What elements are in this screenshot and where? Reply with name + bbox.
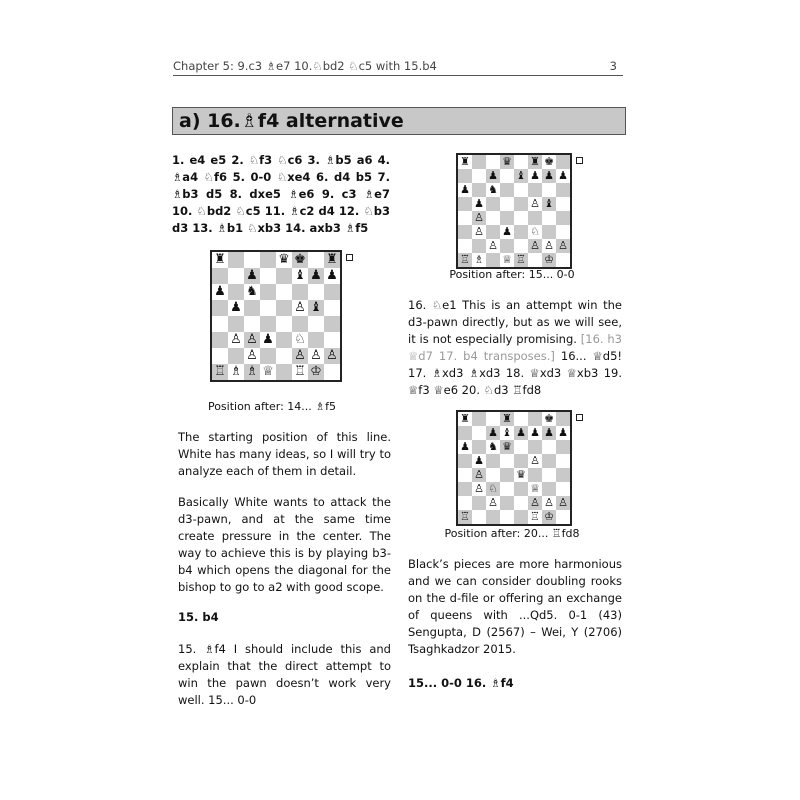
square-a7: [212, 268, 228, 284]
square-e3: [514, 225, 528, 239]
square-f3: ♕: [530, 482, 540, 495]
ne1-text: 16. ♘e1 This is an attempt win the d3-pawn directly, but as we will see, it is not especially promising.: [408, 298, 622, 346]
square-d6: ♛: [500, 440, 514, 454]
square-f7: ♝: [294, 268, 306, 283]
square-b7: [228, 268, 244, 284]
square-g3: [308, 332, 324, 348]
square-f4: [528, 211, 542, 225]
square-a4: [458, 468, 472, 482]
square-a3: [458, 482, 472, 496]
square-c3: ♙: [244, 332, 260, 348]
square-e2: [276, 348, 292, 364]
square-d1: [500, 510, 514, 524]
square-c5: [486, 197, 500, 211]
square-b8: [472, 412, 486, 426]
square-b2: [228, 348, 244, 364]
square-e3: [514, 482, 528, 496]
square-b1: [472, 510, 486, 524]
square-f2: ♙: [292, 348, 308, 364]
square-f3: ♘: [530, 225, 540, 238]
square-g1: ♔: [542, 253, 556, 267]
square-f4: [528, 468, 542, 482]
square-e6: [514, 440, 528, 454]
square-d6: [260, 284, 276, 300]
square-f1: ♖: [294, 364, 306, 379]
square-c7: ♟: [244, 268, 260, 284]
square-c5: [244, 300, 260, 316]
square-e5: [276, 300, 292, 316]
section-title: a) 16.♗f4 alternative: [172, 107, 626, 135]
square-h3: [556, 225, 570, 239]
square-f8: ♜: [528, 155, 542, 169]
square-b6: [472, 183, 486, 197]
square-a6: ♟: [460, 440, 470, 453]
square-b4: ♙: [472, 468, 486, 482]
square-a6: ♟: [460, 183, 470, 196]
square-b3: ♙: [474, 482, 484, 495]
square-c3: [486, 225, 500, 239]
square-a3: [212, 332, 228, 348]
square-b5: ♟: [474, 454, 484, 467]
square-a1: ♖: [458, 253, 472, 267]
square-h7: ♟: [558, 426, 568, 439]
square-c6: ♞: [488, 440, 498, 453]
square-h2: ♙: [556, 239, 570, 253]
square-b3: ♙: [474, 225, 484, 238]
square-c2: ♙: [488, 239, 498, 252]
square-d2: [260, 348, 276, 364]
square-h4: [324, 316, 340, 332]
square-b2: [472, 239, 486, 253]
square-c6: ♞: [246, 284, 258, 299]
square-a1: ♖: [212, 364, 228, 380]
square-c4: [244, 316, 260, 332]
square-e6: [276, 284, 292, 300]
square-d1: ♕: [502, 253, 512, 266]
square-g5: ♝: [308, 300, 324, 316]
square-h5: [556, 454, 570, 468]
paragraph-plan: Basically White wants to attack the d3-pawn, and at the same time create pressure in the center. The way to achieve this is by playing b3-b4 which opens the diagonal for the bishop to go to a2 with good scope.: [178, 495, 391, 594]
square-d7: [500, 169, 514, 183]
side-to-move-marker: [576, 414, 583, 421]
page-number: 3: [609, 59, 617, 73]
square-d2: [500, 239, 514, 253]
square-b5: ♟: [474, 197, 484, 210]
square-f3: ♘: [294, 332, 306, 347]
square-g8: ♚: [544, 412, 554, 425]
h3-variation: [16. h3 ♕d7 17. b4 transposes.]: [408, 332, 623, 363]
square-a3: [458, 225, 472, 239]
square-a8: ♜: [214, 252, 226, 267]
square-g6: [542, 440, 556, 454]
square-a8: ♜: [460, 412, 470, 425]
square-c4: [486, 211, 500, 225]
paragraph-intro: The starting position of this line. White has many ideas, so I will try to analyze each of them in detail.: [178, 430, 391, 478]
square-h5: [556, 197, 570, 211]
square-g7: ♟: [308, 268, 324, 284]
paragraph-16-ne1: [408, 297, 622, 399]
square-a2: [458, 496, 472, 510]
square-d3: ♟: [502, 225, 512, 238]
square-b2: [472, 496, 486, 510]
diagram-caption: Position after: 14... ♗f5: [207, 400, 337, 413]
square-b8: [472, 155, 486, 169]
square-c8: [486, 155, 500, 169]
chess-diagram-20-rfd8: [456, 410, 572, 526]
square-e7: ♟: [514, 426, 528, 440]
square-f1: ♖: [530, 510, 540, 523]
square-c8: [486, 412, 500, 426]
square-d3: ♟: [262, 332, 274, 347]
square-g2: ♙: [310, 348, 322, 363]
chess-diagram-14-f5: [210, 250, 342, 382]
square-d5: [500, 197, 514, 211]
square-f2: ♙: [528, 496, 542, 510]
square-c1: [486, 253, 500, 267]
square-d8: [260, 252, 276, 268]
square-e6: [514, 183, 528, 197]
square-b8: [228, 252, 244, 268]
square-b6: [472, 440, 486, 454]
square-d4: [500, 211, 514, 225]
square-a8: ♜: [460, 155, 470, 168]
square-d7: ♝: [502, 426, 512, 439]
square-h8: [556, 412, 570, 426]
square-b1: ♗: [230, 364, 242, 379]
square-b7: [472, 169, 486, 183]
square-h6: [324, 284, 340, 300]
square-c5: [486, 454, 500, 468]
square-f6: [528, 440, 542, 454]
square-f8: ♚: [292, 252, 308, 268]
side-to-move-marker: [346, 254, 353, 261]
square-b5: ♟: [230, 300, 242, 315]
square-e1: [514, 510, 528, 524]
square-c4: [486, 468, 500, 482]
square-h7: ♟: [558, 169, 568, 182]
square-d4: [500, 468, 514, 482]
header-rule: [173, 75, 623, 76]
square-g3: [542, 225, 556, 239]
square-d6: [500, 183, 514, 197]
square-d3: [500, 482, 514, 496]
square-f5: ♙: [530, 454, 540, 467]
square-h1: [556, 510, 570, 524]
square-f6: [528, 183, 542, 197]
square-c2: ♙: [246, 348, 258, 363]
square-b1: ♗: [474, 253, 484, 266]
square-b4: [228, 316, 244, 332]
square-a2: [212, 348, 228, 364]
square-d5: [260, 300, 276, 316]
square-c1: ♗: [244, 364, 260, 380]
square-g2: ♙: [544, 496, 554, 509]
square-b6: [228, 284, 244, 300]
square-g5: ♝: [542, 197, 556, 211]
square-h2: ♙: [324, 348, 340, 364]
square-e7: ♝: [514, 169, 528, 183]
square-g6: [308, 284, 324, 300]
square-g4: [308, 316, 324, 332]
paragraph-assessment: Black’s pieces are more harmonious and we can consider doubling rooks on the d-file or offering an exchange of queens with ...Qd5. 0-1 (43) Sengupta, D (2567) – Wei, Y (2706) Tsaghkadzor 2015.: [408, 557, 622, 656]
square-g1: ♔: [308, 364, 324, 380]
square-h2: ♙: [556, 496, 570, 510]
square-a7: [458, 169, 472, 183]
square-c6: ♞: [488, 183, 498, 196]
square-g2: ♙: [544, 239, 554, 252]
square-g6: [542, 183, 556, 197]
square-h1: [556, 253, 570, 267]
square-f6: [292, 284, 308, 300]
square-a4: [212, 316, 228, 332]
square-f1: [528, 253, 542, 267]
square-h5: [324, 300, 340, 316]
square-e2: [514, 239, 528, 253]
square-a2: [458, 239, 472, 253]
square-a1: ♖: [458, 510, 472, 524]
square-d1: ♕: [262, 364, 274, 379]
diagram-caption: Position after: 15... 0-0: [449, 268, 575, 281]
square-e1: ♖: [514, 253, 528, 267]
chess-diagram-15-0-0: [456, 153, 572, 269]
side-to-move-marker: [576, 157, 583, 164]
square-g7: ♟: [542, 426, 556, 440]
paragraph-15-bf4: 15. ♗f4 I should include this and explain that the direct attempt to win the pawn doesn’t work very well. 15... 0-0: [178, 642, 391, 707]
square-e5: [514, 197, 528, 211]
move-heading-15-b4: 15. b4: [178, 610, 219, 624]
square-c7: ♟: [486, 426, 500, 440]
square-a5: [458, 454, 472, 468]
square-g5: [542, 454, 556, 468]
square-e8: ♛: [278, 252, 290, 267]
square-f2: ♙: [528, 239, 542, 253]
square-d8: ♜: [500, 412, 514, 426]
square-f5: ♙: [530, 197, 540, 210]
square-h3: [324, 332, 340, 348]
square-h6: [556, 183, 570, 197]
square-d4: [260, 316, 276, 332]
square-d2: [500, 496, 514, 510]
square-g7: ♟: [542, 169, 556, 183]
square-g3: [542, 482, 556, 496]
square-h3: [556, 482, 570, 496]
square-c2: ♙: [488, 496, 498, 509]
square-g4: [542, 211, 556, 225]
square-e5: [514, 454, 528, 468]
square-e4: [276, 316, 292, 332]
square-f8: [528, 412, 542, 426]
square-g4: [542, 468, 556, 482]
square-e2: [514, 496, 528, 510]
square-g1: ♔: [542, 510, 556, 524]
square-a7: [458, 426, 472, 440]
square-h6: [556, 440, 570, 454]
square-f7: ♟: [530, 426, 540, 439]
square-h8: [556, 155, 570, 169]
square-e8: [514, 155, 528, 169]
main-line-moves: 1. e4 e5 2. ♘f3 ♘c6 3. ♗b5 a6 4. ♗a4 ♘f6 5. 0-0 ♘xe4 6. d4 b5 7. ♗b3 d5 8. dxe5 ♗e6 9. c3 ♗e7 10. ♘bd2 ♘c5 11. ♗c2 d4 12. ♘b3 d3 13. ♗b1 ♘xb3 14. axb3 ♗f5: [172, 153, 390, 235]
square-h7: ♟: [326, 268, 338, 283]
square-g8: ♚: [544, 155, 554, 168]
square-e4: ♛: [516, 468, 526, 481]
move-heading-16-bf4: 15... 0-0 16. ♗f4: [408, 676, 514, 690]
square-e3: [276, 332, 292, 348]
square-g8: [308, 252, 324, 268]
square-h4: [556, 211, 570, 225]
square-a5: [458, 197, 472, 211]
square-a6: ♟: [214, 284, 226, 299]
square-f7: ♟: [530, 169, 540, 182]
square-h1: [324, 364, 340, 380]
square-e7: [276, 268, 292, 284]
square-c3: ♘: [486, 482, 500, 496]
square-b4: ♙: [472, 211, 486, 225]
square-e4: [514, 211, 528, 225]
square-f4: [292, 316, 308, 332]
square-f5: ♙: [294, 300, 306, 315]
chapter-title: Chapter 5: 9.c3 ♗e7 10.♘bd2 ♘c5 with 15.b4: [173, 59, 437, 73]
square-c7: ♟: [486, 169, 500, 183]
square-h4: [556, 468, 570, 482]
ne1-continuation: 16... ♕d5! 17. ♗xd3 ♗xd3 18. ♕xd3 ♕xb3 19. ♕f3 ♕e6 20. ♘d3 ♖fd8: [408, 349, 622, 397]
square-b7: [472, 426, 486, 440]
square-d8: ♛: [500, 155, 514, 169]
square-h8: ♜: [324, 252, 340, 268]
square-d5: [500, 454, 514, 468]
square-e1: [276, 364, 292, 380]
square-e8: [514, 412, 528, 426]
diagram-caption: Position after: 20... ♖fd8: [444, 527, 580, 540]
square-a5: [212, 300, 228, 316]
square-c1: [486, 510, 500, 524]
square-a4: [458, 211, 472, 225]
square-d7: [260, 268, 276, 284]
square-c8: [244, 252, 260, 268]
square-b3: ♙: [230, 332, 242, 347]
